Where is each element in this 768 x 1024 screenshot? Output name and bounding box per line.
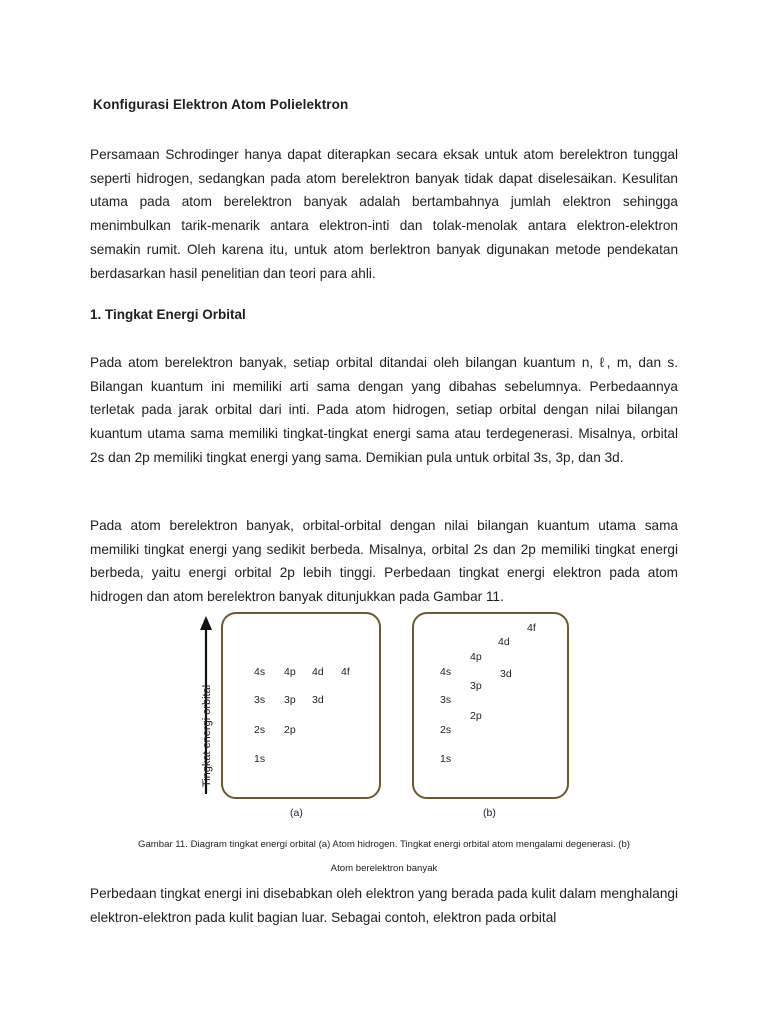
orbital-label: 4s (254, 666, 266, 678)
paragraph-quantum-numbers: Pada atom berelektron banyak, setiap orbital ditandai oleh bilangan kuantum n, ℓ, m, dan s. Bilangan kuantum ini memiliki arti sama dengan yang dibahas sebelumnya. Perbedaannya terletak pada jarak orbital dari inti. Pada atom hidrogen, setiap orbital dengan nilai bilangan kuantum utama sama memiliki tingkat-tingkat energi sama atau terdegenerasi. Misalnya, orbital 2s dan 2p memiliki tingkat energi yang sama. Demikian pula untuk orbital 3s, 3p, dan 3d. (90, 355, 678, 465)
paragraph-intro: Persamaan Schrodinger hanya dapat diterapkan secara eksak untuk atom berelektron tunggal seperti hidrogen, sedangkan pada atom berelektron banyak tidak dapat diselesaikan. Kesulitan utama pada atom berelektron banyak adalah bertambahnya jumlah elektron sehingga menimbulkan tarik-menarik antara elektron-inti dan tolak-menolak antara elektron-elektron semakin rumit. Oleh karena itu, untuk atom berlektron banyak digunakan metode pendekatan berdasarkan hasil penelitian dan teori para ahli. (90, 147, 678, 281)
orbital-label: 2p (470, 710, 482, 722)
orbital-label: 2s (254, 724, 266, 736)
panel-b-frame (413, 613, 568, 798)
orbital-label: 2s (440, 724, 452, 736)
energy-level-figure (190, 606, 690, 826)
orbital-label: 4d (498, 636, 510, 648)
figure-caption-line-1: Gambar 11. Diagram tingkat energi orbital (a) Atom hidrogen. Tingkat energi orbital atom mengalami degenerasi. (b) (137, 839, 631, 850)
panel-a-frame (222, 613, 380, 798)
orbital-label: 4f (341, 666, 350, 678)
document-title: Konfigurasi Elektron Atom Polielektron (93, 97, 349, 112)
panel-a-label: (a) (290, 807, 303, 819)
orbital-label: 3s (440, 694, 452, 706)
orbital-label: 2p (284, 724, 296, 736)
orbital-label: 3p (470, 680, 482, 692)
section-heading-energy-levels: 1. Tingkat Energi Orbital (90, 307, 246, 322)
orbital-label: 3d (312, 694, 324, 706)
orbital-label: 4p (284, 666, 296, 678)
paragraph-multielectron: Pada atom berelektron banyak, orbital-orbital dengan nilai bilangan kuantum utama sama memiliki tingkat energi yang sedikit berbeda. Misalnya, orbital 2s dan 2p memiliki tingkat energi berbeda, yaitu energi orbital 2p lebih tinggi. Perbedaan tingkat energi elektron pada atom hidrogen dan atom berelektron banyak ditunjukkan pada Gambar 11. (90, 518, 678, 605)
figure-caption-line-2: Atom berelektron banyak (330, 863, 438, 874)
axis-arrowhead-icon (200, 616, 212, 630)
axis-label: Tingkat energi orbital (201, 684, 213, 788)
orbital-label: 4f (527, 622, 536, 634)
panel-b-label: (b) (483, 807, 496, 819)
orbital-label: 3d (500, 668, 512, 680)
orbital-label: 4d (312, 666, 324, 678)
orbital-label: 3p (284, 694, 296, 706)
orbital-label: 4s (440, 666, 452, 678)
orbital-label: 1s (254, 753, 266, 765)
orbital-label: 4p (470, 651, 482, 663)
orbital-label: 1s (440, 753, 452, 765)
orbital-label: 3s (254, 694, 266, 706)
paragraph-shielding: Perbedaan tingkat energi ini disebabkan oleh elektron yang berada pada kulit dalam menghalangi elektron-elektron pada kulit bagian luar. Sebagai contoh, elektron pada orbital (90, 886, 678, 925)
